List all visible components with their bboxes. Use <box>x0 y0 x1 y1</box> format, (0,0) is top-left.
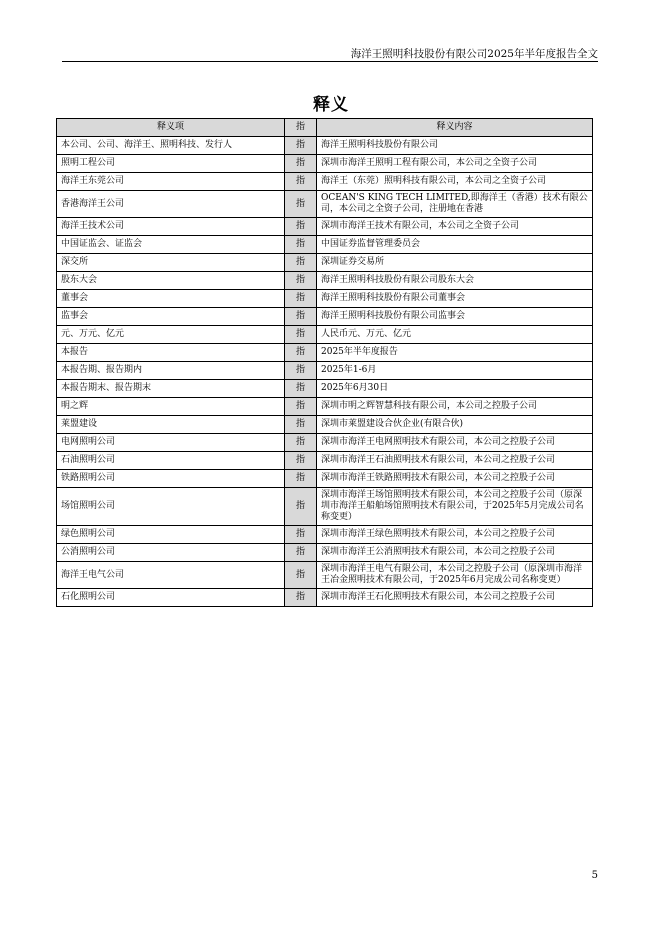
table-row <box>57 434 593 452</box>
ref-cell: 指 <box>285 362 317 380</box>
ref-cell: 指 <box>285 526 317 544</box>
term-cell: 电网照明公司 <box>57 434 285 452</box>
definition-cell: 海洋王照明科技股份有限公司 <box>317 137 593 155</box>
term-cell: 监事会 <box>57 308 285 326</box>
term-cell: 海洋王技术公司 <box>57 218 285 236</box>
definition-cell: 中国证券监督管理委员会 <box>317 236 593 254</box>
term-cell: 股东大会 <box>57 272 285 290</box>
term-cell: 本报告 <box>57 344 285 362</box>
column-header-ref: 指 <box>285 119 317 137</box>
table-row <box>57 236 593 254</box>
glossary-table <box>56 118 593 607</box>
term-cell: 海洋王东莞公司 <box>57 173 285 191</box>
definition-cell: 深圳市海洋王电气有限公司，本公司之控股子公司（原深圳市海洋王冶金照明技术有限公司，于2025年6月完成公司名称变更） <box>317 562 593 589</box>
term-cell: 石油照明公司 <box>57 452 285 470</box>
ref-cell: 指 <box>285 137 317 155</box>
definition-cell: 深圳证券交易所 <box>317 254 593 272</box>
table-header-row <box>57 119 593 137</box>
ref-cell: 指 <box>285 434 317 452</box>
definition-cell: 深圳市海洋王绿色照明技术有限公司，本公司之控股子公司 <box>317 526 593 544</box>
page-number: 5 <box>591 870 598 881</box>
table-row <box>57 155 593 173</box>
table-row <box>57 290 593 308</box>
table-row <box>57 137 593 155</box>
table-row <box>57 398 593 416</box>
table-row <box>57 344 593 362</box>
ref-cell: 指 <box>285 589 317 607</box>
table-row <box>57 173 593 191</box>
table-row <box>57 526 593 544</box>
column-header-definition: 释义内容 <box>317 119 593 137</box>
definition-cell: 深圳市明之辉智慧科技有限公司，本公司之控股子公司 <box>317 398 593 416</box>
table-row <box>57 488 593 526</box>
ref-cell: 指 <box>285 308 317 326</box>
definition-cell: 海洋王照明科技股份有限公司股东大会 <box>317 272 593 290</box>
definition-cell: 人民币元、万元、亿元 <box>317 326 593 344</box>
ref-cell: 指 <box>285 380 317 398</box>
ref-cell: 指 <box>285 272 317 290</box>
ref-cell: 指 <box>285 470 317 488</box>
term-cell: 元、万元、亿元 <box>57 326 285 344</box>
header-title: 海洋王照明科技股份有限公司2025年半年度报告全文 <box>350 48 598 60</box>
definition-cell: 海洋王照明科技股份有限公司董事会 <box>317 290 593 308</box>
definition-cell: 海洋王（东莞）照明科技有限公司，本公司之全资子公司 <box>317 173 593 191</box>
ref-cell: 指 <box>285 452 317 470</box>
table-row <box>57 362 593 380</box>
definition-cell: 海洋王照明科技股份有限公司监事会 <box>317 308 593 326</box>
definition-cell: 深圳市海洋王技术有限公司，本公司之全资子公司 <box>317 218 593 236</box>
table-row <box>57 272 593 290</box>
ref-cell: 指 <box>285 191 317 218</box>
ref-cell: 指 <box>285 290 317 308</box>
term-cell: 铁路照明公司 <box>57 470 285 488</box>
term-cell: 香港海洋王公司 <box>57 191 285 218</box>
ref-cell: 指 <box>285 173 317 191</box>
glossary-body <box>57 137 593 607</box>
term-cell: 绿色照明公司 <box>57 526 285 544</box>
table-row <box>57 380 593 398</box>
table-row <box>57 326 593 344</box>
definition-cell: 深圳市海洋王石化照明技术有限公司，本公司之控股子公司 <box>317 589 593 607</box>
ref-cell: 指 <box>285 398 317 416</box>
ref-cell: 指 <box>285 254 317 272</box>
term-cell: 深交所 <box>57 254 285 272</box>
page-title: 释义 <box>313 95 349 115</box>
table-row <box>57 218 593 236</box>
ref-cell: 指 <box>285 544 317 562</box>
table-row <box>57 254 593 272</box>
definition-cell: 深圳市海洋王场馆照明技术有限公司，本公司之控股子公司（原深圳市海洋王船舶场馆照明技术有限公司，于2025年5月完成公司名称变更） <box>317 488 593 526</box>
term-cell: 本公司、公司、海洋王、照明科技、发行人 <box>57 137 285 155</box>
table-row <box>57 470 593 488</box>
term-cell: 莱盟建设 <box>57 416 285 434</box>
term-cell: 公消照明公司 <box>57 544 285 562</box>
ref-cell: 指 <box>285 344 317 362</box>
definition-cell: 深圳市莱盟建设合伙企业(有限合伙) <box>317 416 593 434</box>
definition-cell: OCEAN'S KING TECH LIMITED,即海洋王（香港）技术有限公司，本公司之全资子公司，注册地在香港 <box>317 191 593 218</box>
ref-cell: 指 <box>285 488 317 526</box>
table-row <box>57 562 593 589</box>
term-cell: 石化照明公司 <box>57 589 285 607</box>
definition-cell: 深圳市海洋王石油照明技术有限公司，本公司之控股子公司 <box>317 452 593 470</box>
definition-cell: 深圳市海洋王铁路照明技术有限公司，本公司之控股子公司 <box>317 470 593 488</box>
term-cell: 董事会 <box>57 290 285 308</box>
term-cell: 本报告期末、报告期末 <box>57 380 285 398</box>
definition-cell: 深圳市海洋王电网照明技术有限公司，本公司之控股子公司 <box>317 434 593 452</box>
table-row <box>57 191 593 218</box>
table-row <box>57 452 593 470</box>
ref-cell: 指 <box>285 326 317 344</box>
ref-cell: 指 <box>285 155 317 173</box>
table-row <box>57 416 593 434</box>
column-header-term: 释义项 <box>57 119 285 137</box>
term-cell: 本报告期、报告期内 <box>57 362 285 380</box>
definition-cell: 深圳市海洋王照明工程有限公司，本公司之全资子公司 <box>317 155 593 173</box>
table-row <box>57 544 593 562</box>
header-rule <box>62 61 598 62</box>
ref-cell: 指 <box>285 562 317 589</box>
term-cell: 明之辉 <box>57 398 285 416</box>
term-cell: 中国证监会、证监会 <box>57 236 285 254</box>
definition-cell: 2025年1-6月 <box>317 362 593 380</box>
ref-cell: 指 <box>285 218 317 236</box>
ref-cell: 指 <box>285 236 317 254</box>
table-row <box>57 308 593 326</box>
definition-cell: 2025年半年度报告 <box>317 344 593 362</box>
table-row <box>57 589 593 607</box>
ref-cell: 指 <box>285 416 317 434</box>
definition-cell: 深圳市海洋王公消照明技术有限公司，本公司之控股子公司 <box>317 544 593 562</box>
term-cell: 海洋王电气公司 <box>57 562 285 589</box>
term-cell: 照明工程公司 <box>57 155 285 173</box>
definition-cell: 2025年6月30日 <box>317 380 593 398</box>
term-cell: 场馆照明公司 <box>57 488 285 526</box>
